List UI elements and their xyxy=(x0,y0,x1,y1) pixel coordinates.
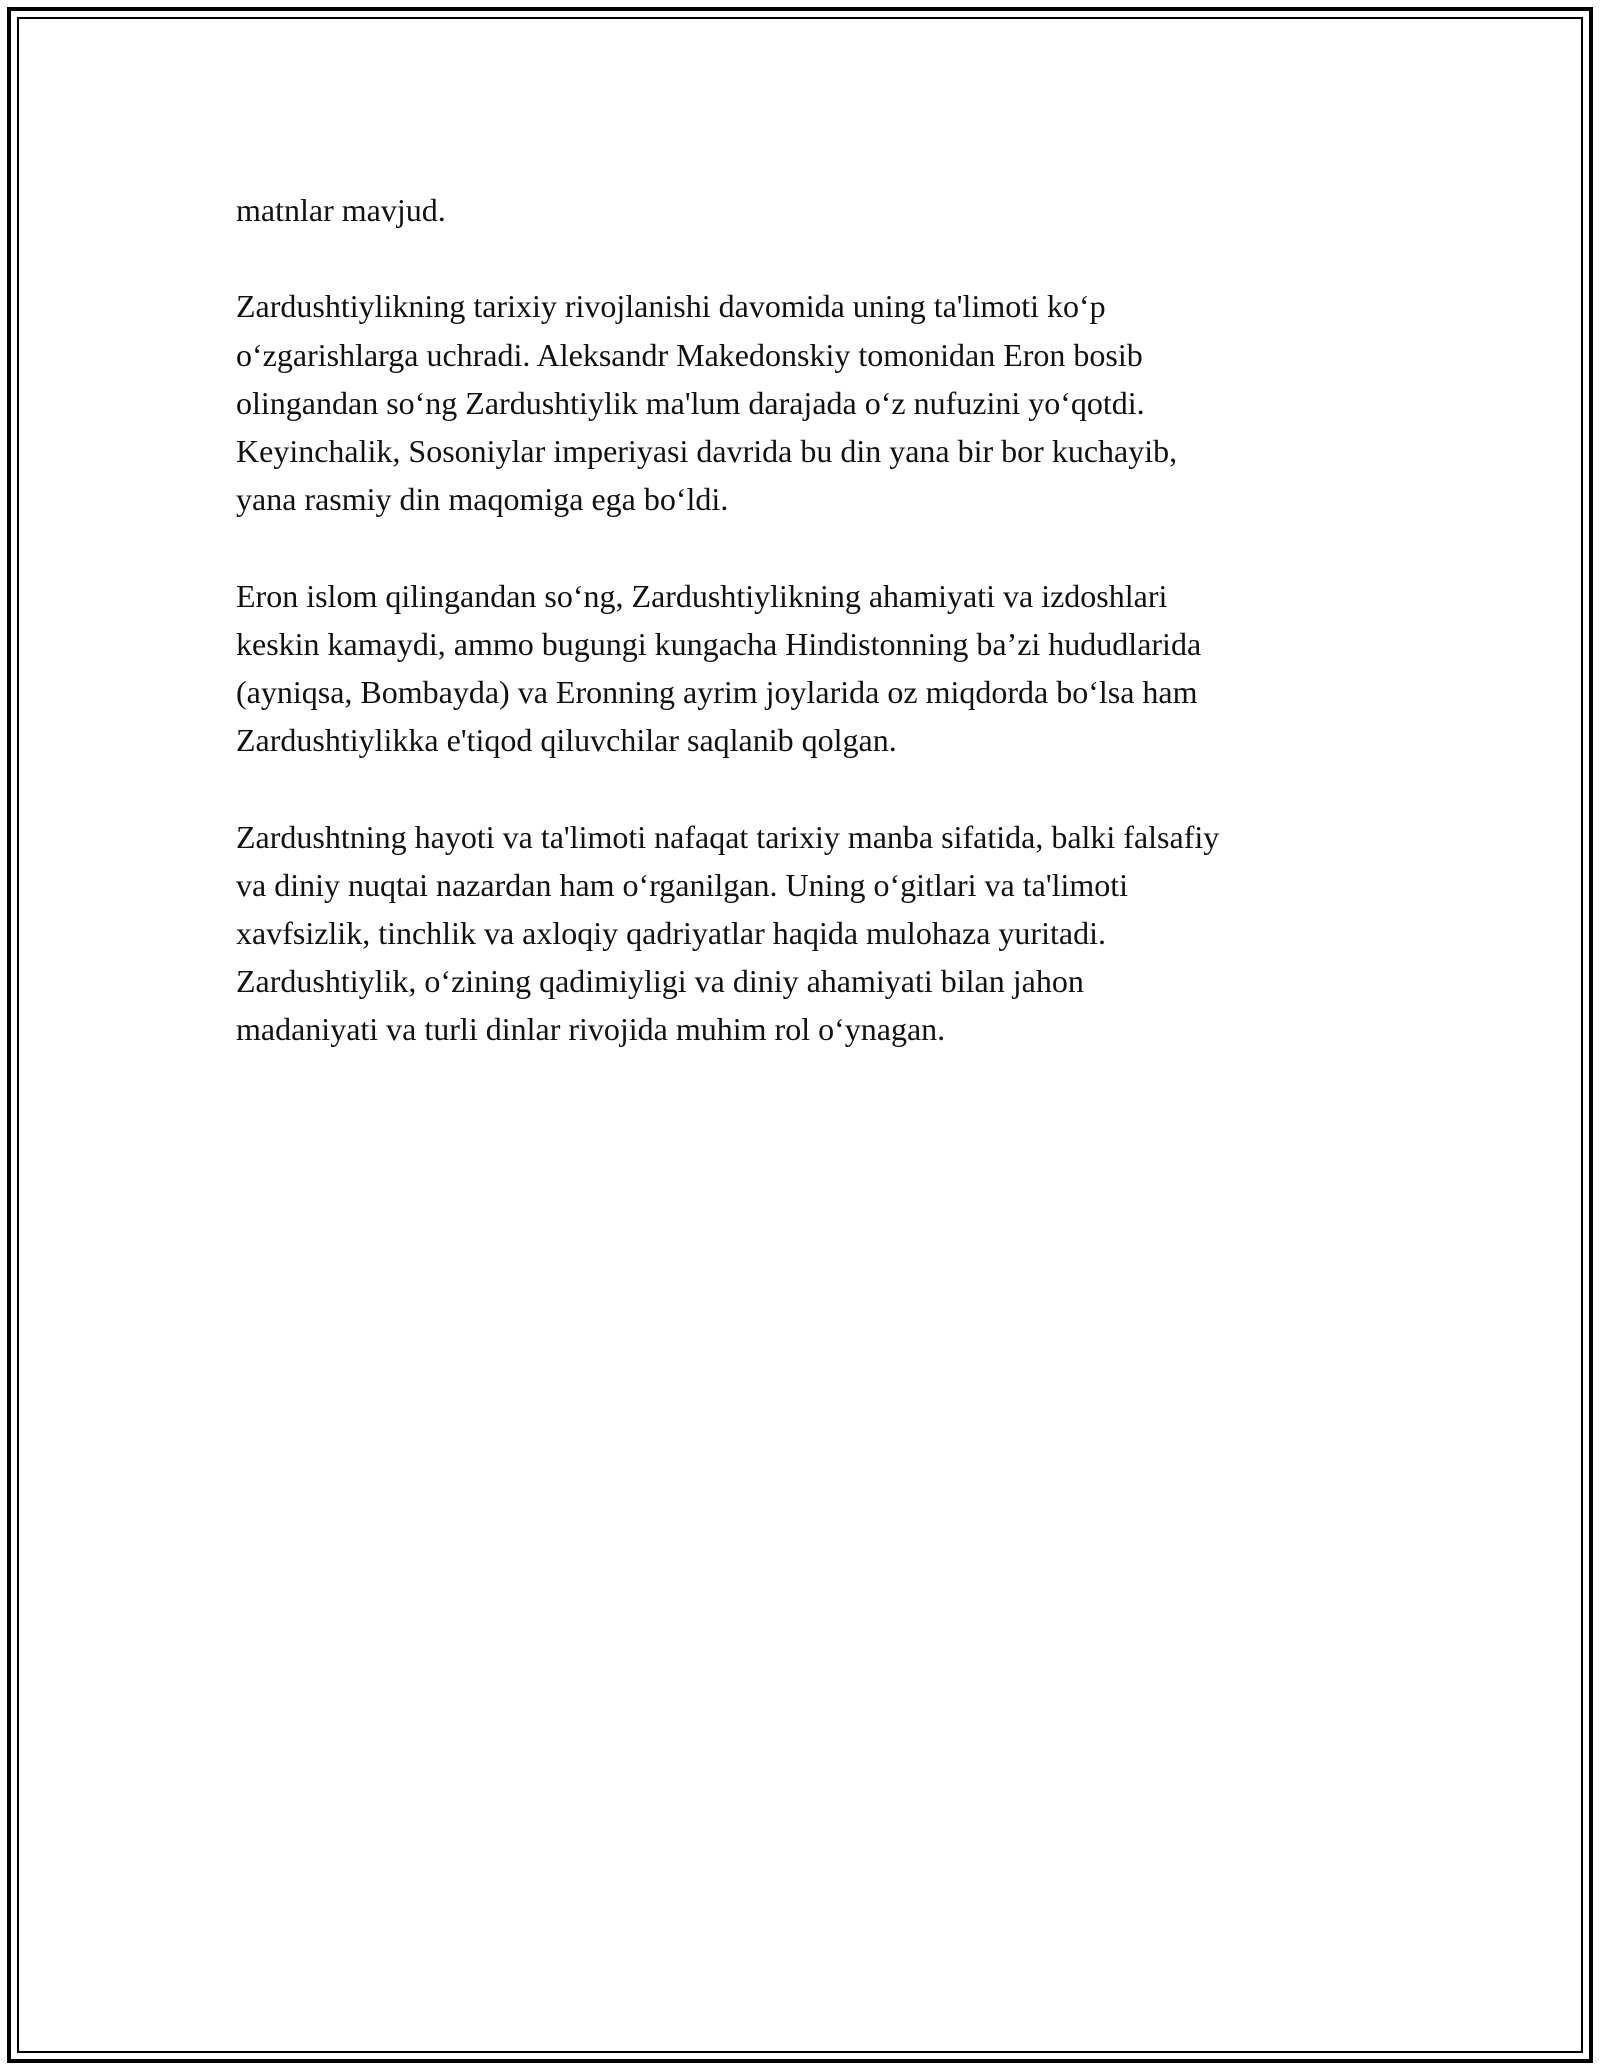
paragraph-2: Zardushtiylikning tarixiy rivojlanishi davomida uning ta'limoti ko‘p o‘zgarishlarga uchradi. Aleksandr Makedonskiy tomonidan Eron bosib olingandan so‘ng Zardushtiylik ma'lum darajada o‘z nufuzini yo‘qotdi. Keyinchalik, Sosoniylar imperiyasi davrida bu din yana bir bor kuchayib, yana rasmiy din maqomiga ega bo‘ldi. xyxy=(236,288,1178,518)
paragraph-3: Eron islom qilingandan so‘ng, Zardushtiylikning ahamiyati va izdoshlari keskin kamaydi, ammo bugungi kungacha Hindistonning ba’zi hududlarida (ayniqsa, Bombayda) va Eronning ayrim joylarida oz miqdorda bo‘lsa ham Zardushtiylikka e'tiqod qiluvchilar saqlanib qolgan. xyxy=(236,577,1202,759)
paragraph-4: Zardushtning hayoti va ta'limoti nafaqat tarixiy manba sifatida, balki falsafiy va diniy nuqtai nazardan ham o‘rganilgan. Uning o‘gitlari va ta'limoti xavfsizlik, tinchlik va axloqiy qadriyatlar haqida mulohaza yuritadi. Zardushtiylik, o‘zining qadimiyligi va diniy ahamiyati bilan jahon madaniyati va turli dinlar rivojida muhim rol o‘ynagan. xyxy=(236,818,1220,1048)
document-body xyxy=(236,186,1386,1102)
paragraph-1: matnlar mavjud. xyxy=(236,192,446,228)
